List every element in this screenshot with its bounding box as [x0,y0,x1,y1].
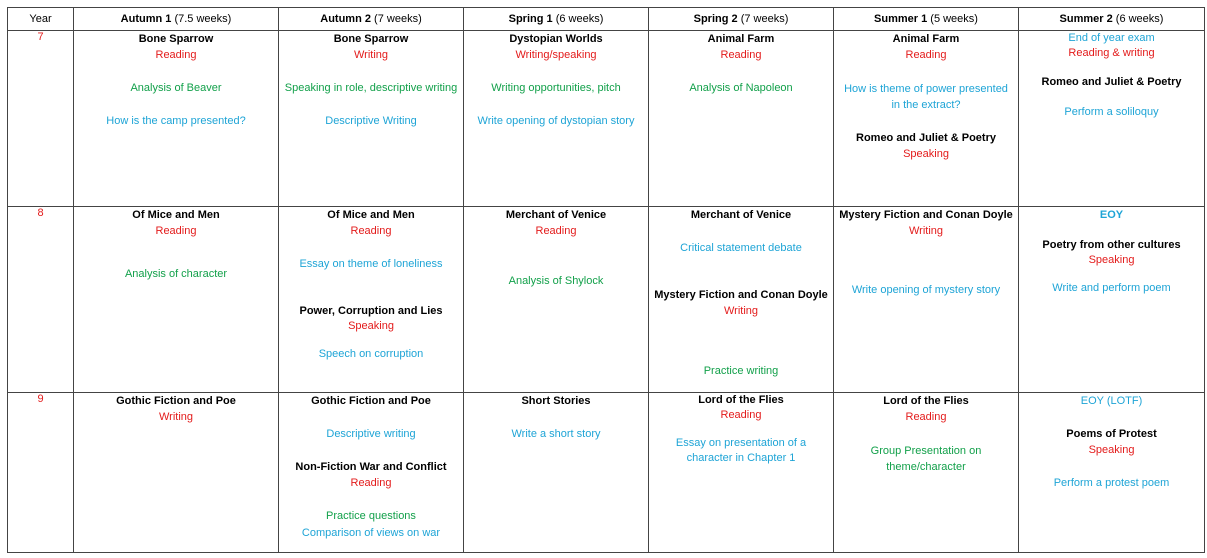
header-autumn-2: Autumn 2 (7 weeks) [279,8,464,31]
assessment-task: Write opening of mystery story [851,284,1001,296]
analysis-task: Group Presentation on [870,445,982,457]
unit-title: Bone Sparrow [138,33,214,45]
unit-cell [464,393,649,553]
skill-label: Reading [905,49,947,61]
analysis-task: theme/character [886,461,966,473]
unit-title: Bone Sparrow [333,33,409,45]
skill-label: Reading [720,49,762,61]
skill-label: Reading [535,225,577,237]
assessment-task: Write opening of dystopian story [477,115,635,127]
year-9-row [8,393,1205,553]
skill-label: Reading [155,49,197,61]
assessment-task: Write a short story [511,428,601,440]
header-spring-1: Spring 1 (6 weeks) [464,8,649,31]
assessment-task: Descriptive writing [326,428,416,440]
unit-title: Poems of Protest [1066,428,1157,440]
skill-label: Writing/speaking [515,49,597,61]
unit-title: Merchant of Venice [505,209,607,221]
unit-cell [649,31,834,207]
assessment-task: How is the camp presented? [106,115,246,127]
analysis-task: Speaking in role, descriptive writing [284,82,458,94]
assessment-label: EOY [1099,209,1124,221]
assessment-task: Perform a protest poem [1053,477,1170,489]
year-8-row [8,207,1205,393]
unit-title: Of Mice and Men [132,209,220,221]
skill-label: Speaking [348,320,394,332]
year-cell: 9 [8,393,74,553]
unit-title: Animal Farm [892,33,960,45]
unit-cell [464,207,649,393]
unit-cell [464,31,649,207]
unit-title: Gothic Fiction and Poe [311,395,431,407]
analysis-task: Analysis of Shylock [508,275,604,287]
analysis-task: Practice writing [703,365,779,377]
assessment-task: Critical statement debate [680,242,802,254]
assessment-task: Perform a soliloquy [1064,106,1159,118]
analysis-task: Analysis of character [124,268,228,280]
skill-label: Speaking [903,148,949,160]
assessment-task: Descriptive Writing [325,115,417,127]
skill-label: Writing [908,225,944,237]
unit-cell [834,31,1019,207]
year-cell: 8 [8,207,74,393]
unit-title: Of Mice and Men [327,209,415,221]
header-summer-1: Summer 1 (5 weeks) [834,8,1019,31]
unit-cell [834,393,1019,553]
year-cell: 7 [8,31,74,207]
skill-label: Writing [158,411,194,423]
unit-cell [279,31,464,207]
unit-title: Power, Corruption and Lies [299,305,443,317]
unit-title: Romeo and Juliet & Poetry [856,132,996,144]
assessment-task: Speech on corruption [318,348,424,360]
assessment-task: Essay on presentation of a [675,437,807,449]
analysis-task: Writing opportunities, pitch [491,82,621,94]
assessment-task: Essay on theme of loneliness [299,258,443,270]
skill-label: Reading & writing [1068,47,1155,59]
header-year: Year [8,8,74,31]
unit-cell [74,393,279,553]
unit-title: Mystery Fiction and Conan Doyle [654,289,828,301]
unit-cell [74,31,279,207]
unit-cell [834,207,1019,393]
skill-label: Reading [350,225,392,237]
unit-title: Animal Farm [707,33,775,45]
unit-title: Mystery Fiction and Conan Doyle [839,209,1013,221]
header-autumn-1: Autumn 1 (7.5 weeks) [74,8,279,31]
assessment-task: in the extract? [891,99,961,111]
unit-title: Romeo and Juliet & Poetry [1041,76,1182,88]
skill-label: Reading [350,477,392,489]
unit-cell [649,393,834,553]
skill-label: Writing [353,49,389,61]
unit-cell [279,207,464,393]
header-row [8,8,1205,31]
curriculum-table [7,7,1205,553]
unit-title: Lord of the Flies [883,395,969,407]
assessment-task: How is theme of power presented [844,83,1008,95]
assessment-label: EOY (LOTF) [1080,395,1143,407]
unit-cell [1019,31,1205,207]
header-spring-2: Spring 2 (7 weeks) [649,8,834,31]
unit-title: Gothic Fiction and Poe [116,395,236,407]
unit-title: Short Stories [521,395,591,407]
skill-label: Reading [720,409,762,421]
assessment-task: Write and perform poem [1052,282,1171,294]
unit-cell [649,207,834,393]
unit-title: Poetry from other cultures [1042,239,1181,251]
header-summer-2: Summer 2 (6 weeks) [1019,8,1205,31]
analysis-task: Analysis of Napoleon [689,82,793,94]
unit-cell [1019,393,1205,553]
unit-title: Dystopian Worlds [509,33,603,45]
year-7-row [8,31,1205,207]
skill-label: Reading [905,411,947,423]
unit-cell [279,393,464,553]
analysis-task: Analysis of Beaver [130,82,222,94]
unit-cell [1019,207,1205,393]
assessment-task: character in Chapter 1 [686,452,796,464]
unit-cell [74,207,279,393]
skill-label: Speaking [1088,254,1135,266]
skill-label: Speaking [1088,444,1135,456]
unit-title: Merchant of Venice [690,209,792,221]
skill-label: Reading [155,225,197,237]
skill-label: Writing [723,305,759,317]
analysis-task: Practice questions [326,510,416,522]
unit-title: Non-Fiction War and Conflict [295,461,447,473]
assessment-task: End of year exam [1068,32,1155,44]
assessment-task: Comparison of views on war [301,527,441,539]
unit-title: Lord of the Flies [698,394,784,406]
